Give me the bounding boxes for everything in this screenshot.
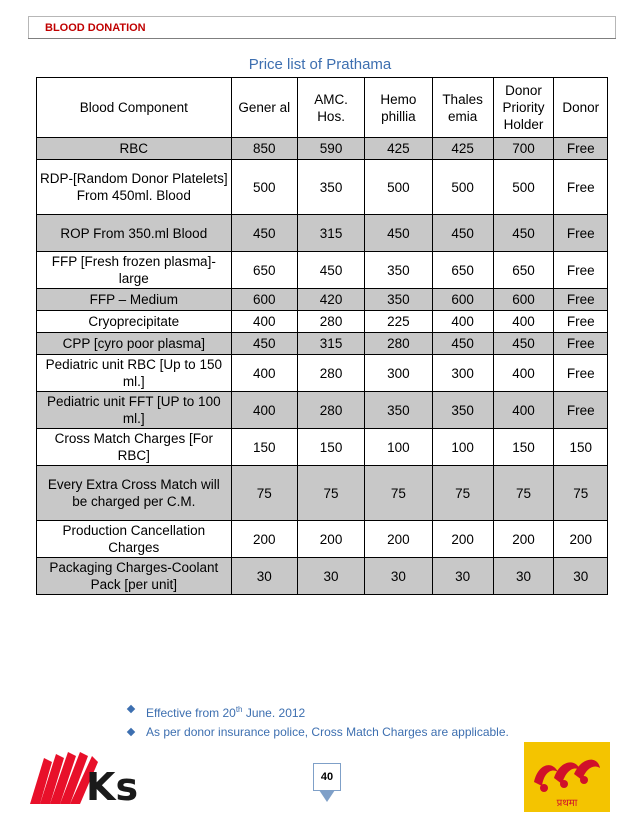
price-cell: 600: [231, 289, 297, 311]
price-cell: 280: [297, 311, 364, 333]
price-cell: 315: [297, 333, 364, 355]
price-cell: 400: [493, 355, 554, 392]
notes-list: [120, 700, 509, 742]
price-cell: 450: [432, 333, 493, 355]
price-cell: 200: [297, 521, 364, 558]
note-text: As per donor insurance police, Cross Match Charges are applicable.: [146, 725, 509, 739]
header-top-rule: [28, 16, 616, 17]
price-cell: 100: [365, 429, 432, 466]
column-header: AMC. Hos.: [297, 78, 364, 138]
component-cell: Cryoprecipitate: [37, 311, 232, 333]
price-cell: 150: [231, 429, 297, 466]
price-cell: 350: [365, 252, 432, 289]
component-cell: RBC: [37, 138, 232, 160]
component-cell: Pediatric unit FFT [UP to 100 ml.]: [37, 392, 232, 429]
table-row: [37, 558, 608, 595]
note-superscript: th: [235, 705, 243, 714]
price-cell: 75: [365, 466, 432, 521]
table-row: [37, 392, 608, 429]
price-cell: 75: [493, 466, 554, 521]
price-cell: 700: [493, 138, 554, 160]
price-cell: Free: [554, 333, 608, 355]
section-header-label: BLOOD DONATION: [45, 22, 146, 34]
price-cell: 400: [231, 392, 297, 429]
price-cell: 30: [365, 558, 432, 595]
header-left-rule: [28, 16, 29, 38]
prathama-logo: [524, 742, 610, 817]
component-cell: FFP [Fresh frozen plasma]- large: [37, 252, 232, 289]
price-cell: 150: [554, 429, 608, 466]
component-cell: Packaging Charges-Coolant Pack [per unit]: [37, 558, 232, 595]
component-cell: CPP [cyro poor plasma]: [37, 333, 232, 355]
price-cell: 450: [231, 215, 297, 252]
table-row: [37, 252, 608, 289]
ks-logo-text: Ks: [86, 765, 139, 809]
table-header-row: [37, 78, 608, 138]
price-cell: 650: [231, 252, 297, 289]
price-cell: 75: [554, 466, 608, 521]
note-text: June. 2012: [242, 706, 306, 720]
price-cell: 30: [432, 558, 493, 595]
price-cell: 450: [493, 333, 554, 355]
column-header: Gener al: [231, 78, 297, 138]
price-cell: Free: [554, 252, 608, 289]
price-cell: 450: [365, 215, 432, 252]
note-text: Effective from 20: [146, 706, 236, 720]
price-cell: 400: [231, 355, 297, 392]
price-cell: 75: [231, 466, 297, 521]
price-cell: 350: [365, 289, 432, 311]
price-cell: 500: [432, 160, 493, 215]
price-cell: 30: [554, 558, 608, 595]
price-cell: 225: [365, 311, 432, 333]
price-cell: 590: [297, 138, 364, 160]
price-cell: 75: [297, 466, 364, 521]
price-cell: 30: [493, 558, 554, 595]
table-row: [37, 466, 608, 521]
price-cell: 450: [231, 333, 297, 355]
price-cell: 300: [432, 355, 493, 392]
table-row: [37, 138, 608, 160]
component-cell: Pediatric unit RBC [Up to 150 ml.]: [37, 355, 232, 392]
price-cell: 650: [493, 252, 554, 289]
price-cell: Free: [554, 311, 608, 333]
header-right-rule: [615, 16, 616, 38]
price-cell: 425: [365, 138, 432, 160]
bullet-icon: [127, 705, 135, 713]
price-cell: Free: [554, 160, 608, 215]
price-cell: 400: [493, 311, 554, 333]
table-row: [37, 215, 608, 252]
price-cell: Free: [554, 289, 608, 311]
price-cell: 400: [493, 392, 554, 429]
price-cell: 350: [365, 392, 432, 429]
component-cell: RDP-[Random Donor Platelets] From 450ml. Blood: [37, 160, 232, 215]
price-cell: 350: [297, 160, 364, 215]
ks-logo: [26, 740, 146, 815]
price-cell: 420: [297, 289, 364, 311]
column-header: Donor: [554, 78, 608, 138]
price-cell: 500: [493, 160, 554, 215]
price-cell: 300: [365, 355, 432, 392]
component-cell: Cross Match Charges [For RBC]: [37, 429, 232, 466]
table-row: [37, 355, 608, 392]
column-header: Thales emia: [432, 78, 493, 138]
price-cell: 350: [432, 392, 493, 429]
price-cell: 30: [297, 558, 364, 595]
column-header: Hemo phillia: [365, 78, 432, 138]
price-cell: 280: [365, 333, 432, 355]
price-cell: 400: [231, 311, 297, 333]
price-cell: 600: [432, 289, 493, 311]
price-table: [36, 77, 608, 595]
bullet-icon: [127, 728, 135, 736]
table-row: [37, 289, 608, 311]
component-cell: ROP From 350.ml Blood: [37, 215, 232, 252]
price-cell: 600: [493, 289, 554, 311]
table-row: [37, 311, 608, 333]
price-cell: 150: [297, 429, 364, 466]
price-cell: Free: [554, 215, 608, 252]
price-cell: 100: [432, 429, 493, 466]
price-cell: 400: [432, 311, 493, 333]
ks-logo-graphic: [26, 740, 146, 810]
page-number: 40: [313, 763, 341, 791]
header-divider: [28, 38, 616, 39]
price-cell: 75: [432, 466, 493, 521]
table-row: [37, 333, 608, 355]
price-cell: 200: [365, 521, 432, 558]
list-item: [120, 700, 509, 723]
price-cell: 315: [297, 215, 364, 252]
price-cell: 500: [231, 160, 297, 215]
page-number-pointer: [319, 790, 335, 802]
column-header: Donor Priority Holder: [493, 78, 554, 138]
price-cell: 200: [432, 521, 493, 558]
price-cell: 450: [297, 252, 364, 289]
price-cell: 200: [231, 521, 297, 558]
list-item: [120, 723, 509, 742]
price-cell: 500: [365, 160, 432, 215]
prathama-logo-text: प्रथमा: [556, 798, 578, 809]
price-cell: 200: [554, 521, 608, 558]
price-cell: Free: [554, 392, 608, 429]
price-cell: 850: [231, 138, 297, 160]
price-cell: 450: [432, 215, 493, 252]
component-cell: FFP – Medium: [37, 289, 232, 311]
price-cell: 30: [231, 558, 297, 595]
table-row: [37, 429, 608, 466]
component-cell: Production Cancellation Charges: [37, 521, 232, 558]
price-cell: 450: [493, 215, 554, 252]
column-header: Blood Component: [37, 78, 232, 138]
prathama-logo-graphic: [524, 742, 610, 812]
price-cell: 280: [297, 355, 364, 392]
price-cell: 425: [432, 138, 493, 160]
price-cell: 200: [493, 521, 554, 558]
price-cell: 150: [493, 429, 554, 466]
table-row: [37, 160, 608, 215]
price-cell: Free: [554, 355, 608, 392]
table-body: [37, 138, 608, 595]
price-cell: 650: [432, 252, 493, 289]
table-row: [37, 521, 608, 558]
price-cell: 280: [297, 392, 364, 429]
price-cell: Free: [554, 138, 608, 160]
page-title: Price list of Prathama: [248, 56, 392, 73]
component-cell: Every Extra Cross Match will be charged per C.M.: [37, 466, 232, 521]
